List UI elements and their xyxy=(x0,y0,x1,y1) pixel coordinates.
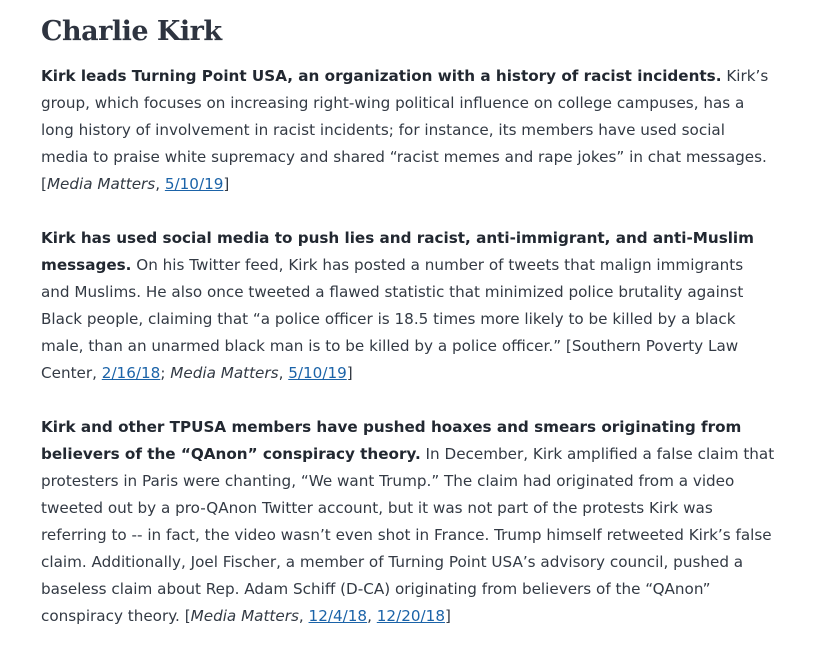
bracket-close: ] xyxy=(346,364,353,382)
source-name: Media Matters xyxy=(190,607,299,625)
separator: , xyxy=(278,364,289,382)
page-title: Charlie Kirk xyxy=(41,16,222,47)
source-name: Media Matters xyxy=(170,364,279,382)
separator: ; xyxy=(160,364,171,382)
separator: , xyxy=(155,175,165,193)
paragraph-lead: Kirk leads Turning Point USA, an organization with a history of racist incidents. xyxy=(41,67,722,85)
paragraph-body: Kirk’s group, which focuses on increasing right-wing political influence on college campuses, has a long history of involvement in racist incidents; for instance, its members have used social media to praise white supremacy and shared “racist memes and rape jokes” in chat messages. [ xyxy=(41,67,769,193)
paragraph-lead: Kirk has used social media to push lies and racist, anti-immigrant, and anti-Muslim messages. xyxy=(41,229,754,274)
paragraph-body: On his Twitter feed, Kirk has posted a number of tweets that malign immigrants and Muslims. He also once tweeted a flawed statistic that minimized police brutality against Black people, claiming that “a police officer is 18.5 times more likely to be killed by a black male, than an unarmed black man is to be killed by a police officer.” [Southern Poverty Law Center, xyxy=(41,256,744,382)
source-link[interactable]: 5/10/19 xyxy=(288,364,347,382)
paragraph-1 xyxy=(41,63,776,198)
separator: , xyxy=(298,607,309,625)
bracket-close: ] xyxy=(444,607,451,625)
paragraph-body: In December, Kirk amplified a false claim that protesters in Paris were chanting, “We want Trump.” The claim had originated from a video tweeted out by a pro-QAnon Twitter account, but it was not part of the protests Kirk was referring to -- in fact, the video wasn’t even shot in France. Trump himself retweeted Kirk’s false claim. Additionally, Joel Fischer, a member of Turning Point USA’s advisory council, pushed a baseless claim about Rep. Adam Schiff (D-CA) originating from believers of the “QAnon” conspiracy theory. [ xyxy=(41,445,775,625)
source-link[interactable]: 5/10/19 xyxy=(164,175,224,193)
bracket-close: ] xyxy=(223,175,230,193)
article xyxy=(41,14,776,657)
paragraph-2 xyxy=(41,225,776,387)
source-link[interactable]: 2/16/18 xyxy=(101,364,161,382)
separator: , xyxy=(367,607,377,625)
source-link[interactable]: 12/4/18 xyxy=(308,607,368,625)
paragraph-3 xyxy=(41,414,776,630)
source-name: Media Matters xyxy=(46,175,156,193)
source-link[interactable]: 12/20/18 xyxy=(376,607,445,625)
paragraph-lead: Kirk and other TPUSA members have pushed hoaxes and smears originating from believers of the “QAnon” conspiracy theory. xyxy=(41,418,742,463)
